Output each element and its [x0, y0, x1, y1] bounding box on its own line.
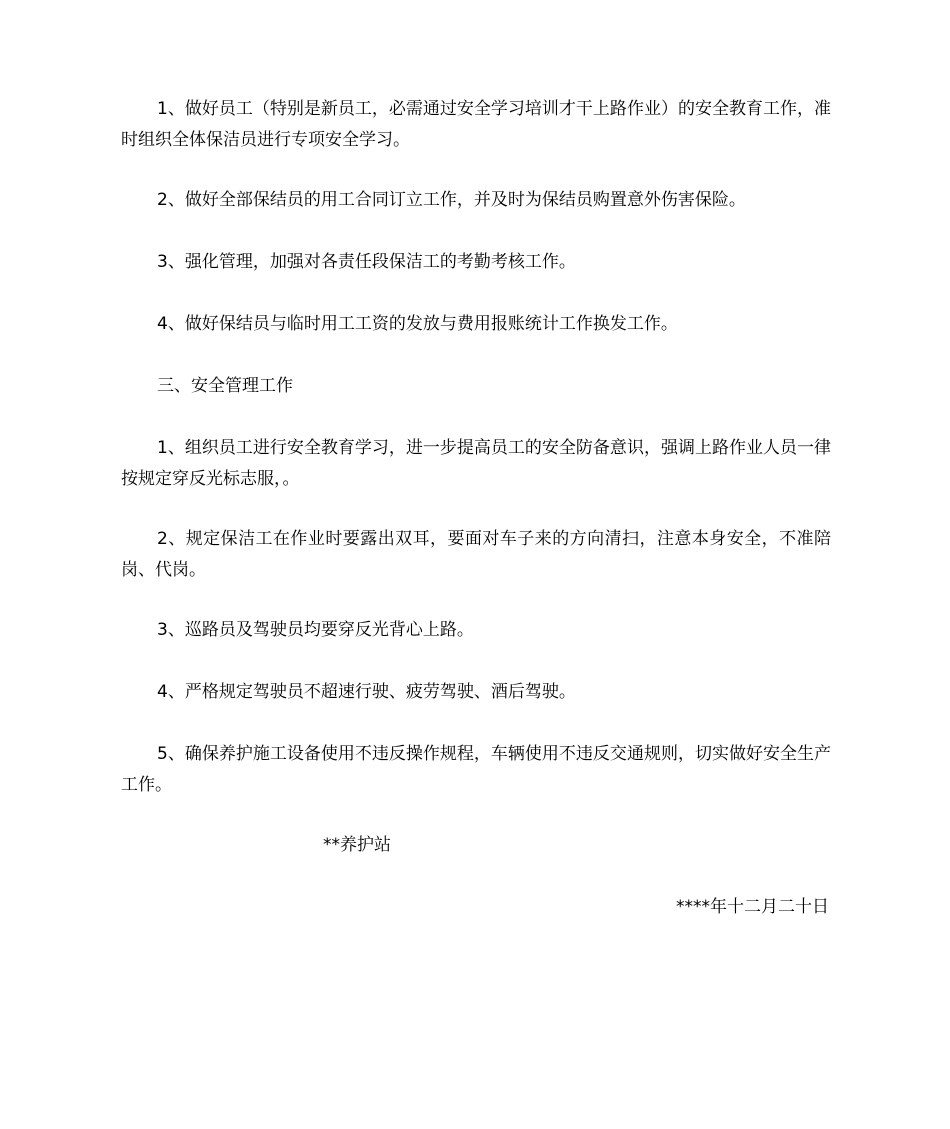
paragraph-driver-rules: 4、严格规定驾驶员不超速行驶、疲劳驾驶、酒后驾驶。 [157, 682, 576, 702]
paragraph-staff-safety-education: 1、做好员工（特别是新员工，必需通过安全学习培训才干上路作业）的安全教育工作，准时组织全体保洁员进行专项安全学习。 [121, 99, 831, 150]
section-heading-safety-management: 三、安全管理工作 [157, 376, 293, 396]
paragraph-equipment-safety: 5、确保养护施工设备使用不违反操作规程，车辆使用不违反交通规则，切实做好安全生产工作。 [121, 744, 831, 795]
paragraph-safety-training: 1、组织员工进行安全教育学习，进一步提高员工的安全防备意识，强调上路作业人员一律按规定穿反光标志服，。 [121, 438, 831, 489]
paragraph-wage-payment: 4、做好保结员与临时用工工资的发放与费用报账统计工作换发工作。 [157, 314, 678, 334]
paragraph-reflective-vest: 3、巡路员及驾驶员均要穿反光背心上路。 [157, 620, 474, 640]
signature-station: **养护站 [323, 835, 391, 855]
paragraph-labor-contract: 2、做好全部保结员的用工合同订立工作，并及时为保结员购置意外伤害保险。 [157, 190, 746, 210]
paragraph-attendance-management: 3、强化管理，加强对各责任段保洁工的考勤考核工作。 [157, 252, 576, 272]
document-date: ****年十二月二十日 [676, 897, 829, 917]
paragraph-cleaner-rules: 2、规定保洁工在作业时要露出双耳，要面对车子来的方向清扫，注意本身安全，不准陪岗、代岗。 [121, 529, 831, 580]
